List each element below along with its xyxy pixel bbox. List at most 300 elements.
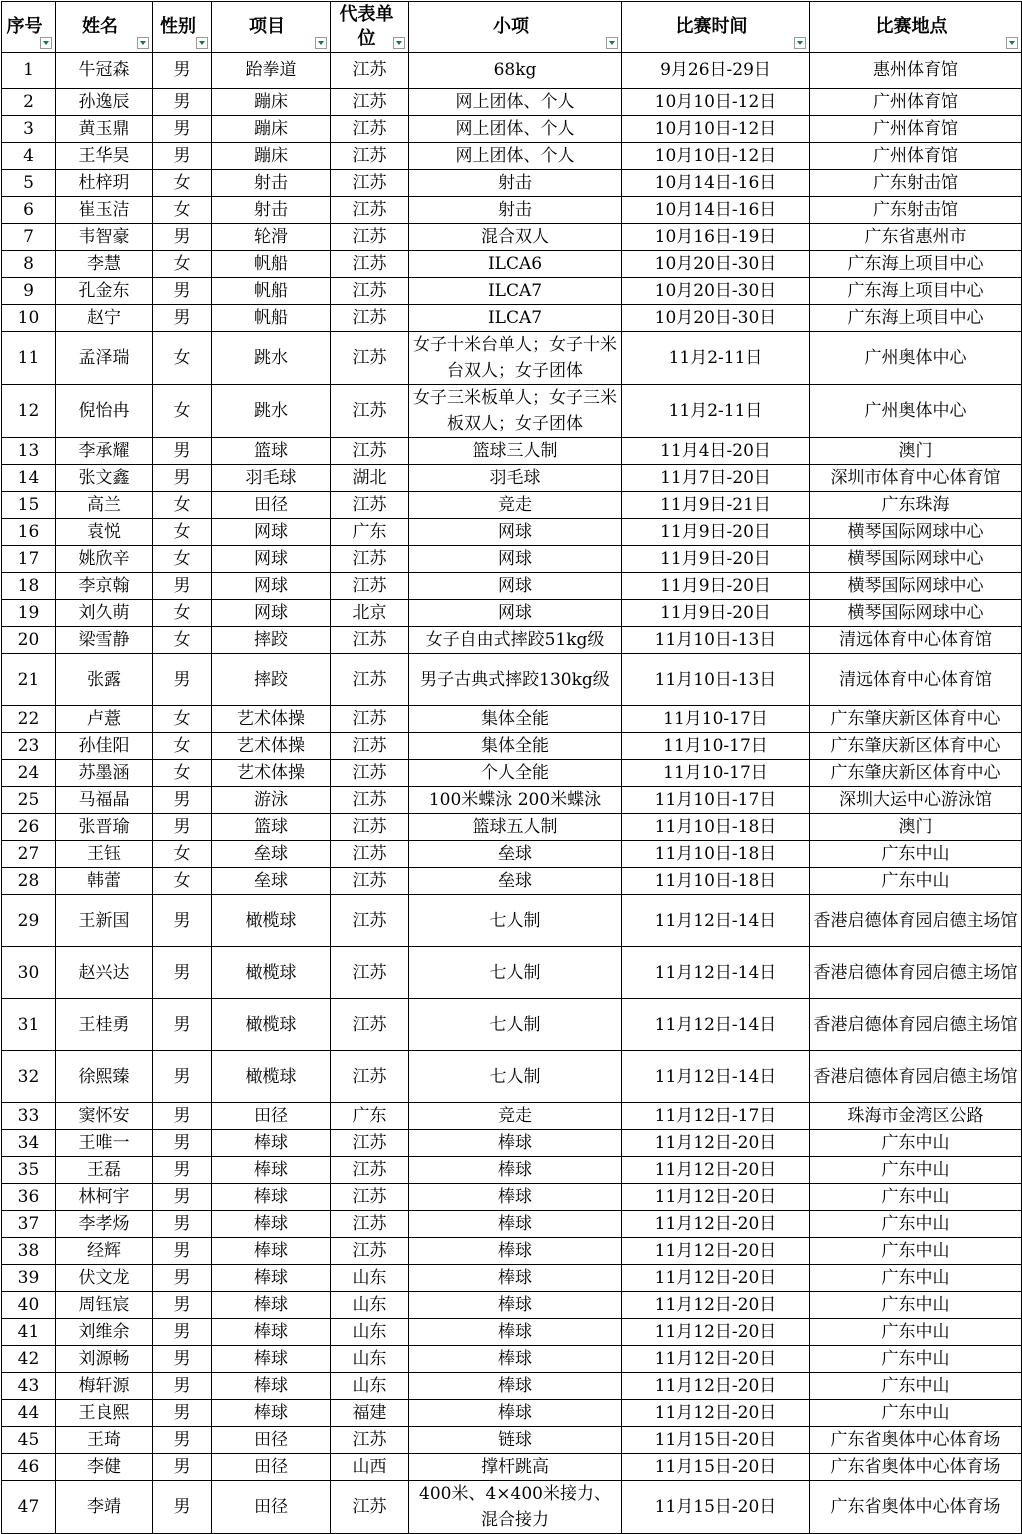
cell-event: 七人制 [409, 1051, 622, 1103]
cell-venue: 惠州体育馆 [810, 53, 1022, 89]
cell-unit: 江苏 [331, 895, 409, 947]
table-row[interactable] [2, 385, 1022, 438]
filter-dropdown-icon[interactable] [137, 37, 149, 49]
cell-sport: 蹦床 [212, 143, 331, 170]
cell-time: 11月10-17日 [622, 760, 810, 787]
cell-name: 苏墨涵 [56, 760, 153, 787]
cell-venue: 广东珠海 [810, 492, 1022, 519]
cell-gender: 女 [153, 251, 212, 278]
cell-gender: 男 [153, 654, 212, 706]
cell-no: 46 [2, 1454, 56, 1481]
cell-time: 11月12日-17日 [622, 1103, 810, 1130]
cell-venue: 横琴国际网球中心 [810, 600, 1022, 627]
cell-gender: 男 [153, 947, 212, 999]
cell-no: 12 [2, 385, 56, 438]
cell-time: 10月10日-12日 [622, 143, 810, 170]
table-row[interactable] [2, 600, 1022, 627]
cell-event: 个人全能 [409, 760, 622, 787]
cell-sport: 网球 [212, 519, 331, 546]
cell-sport: 橄榄球 [212, 999, 331, 1051]
cell-sport: 射击 [212, 197, 331, 224]
cell-no: 40 [2, 1292, 56, 1319]
cell-venue: 香港启德体育园启德主场馆 [810, 947, 1022, 999]
cell-gender: 女 [153, 385, 212, 438]
cell-time: 11月12日-20日 [622, 1184, 810, 1211]
table-row[interactable] [2, 465, 1022, 492]
cell-venue: 澳门 [810, 438, 1022, 465]
cell-no: 24 [2, 760, 56, 787]
table-row[interactable] [2, 1373, 1022, 1400]
cell-name: 卢薏 [56, 706, 153, 733]
cell-venue: 深圳市体育中心体育馆 [810, 465, 1022, 492]
cell-unit: 山东 [331, 1292, 409, 1319]
cell-time: 11月12日-20日 [622, 1346, 810, 1373]
cell-venue: 广州体育馆 [810, 143, 1022, 170]
cell-unit: 江苏 [331, 546, 409, 573]
cell-gender: 女 [153, 706, 212, 733]
cell-unit: 江苏 [331, 947, 409, 999]
table-row[interactable] [2, 546, 1022, 573]
table-row[interactable] [2, 999, 1022, 1051]
cell-gender: 男 [153, 465, 212, 492]
cell-no: 26 [2, 814, 56, 841]
table-row[interactable] [2, 1346, 1022, 1373]
cell-sport: 棒球 [212, 1184, 331, 1211]
cell-event: 链球 [409, 1427, 622, 1454]
cell-no: 8 [2, 251, 56, 278]
cell-no: 21 [2, 654, 56, 706]
cell-time: 11月15日-20日 [622, 1427, 810, 1454]
cell-name: 窦怀安 [56, 1103, 153, 1130]
cell-unit: 江苏 [331, 733, 409, 760]
cell-unit: 江苏 [331, 116, 409, 143]
table-row[interactable] [2, 1400, 1022, 1427]
cell-gender: 男 [153, 89, 212, 116]
cell-sport: 摔跤 [212, 627, 331, 654]
cell-gender: 男 [153, 1211, 212, 1238]
cell-name: 王华昊 [56, 143, 153, 170]
cell-unit: 江苏 [331, 1238, 409, 1265]
cell-event: 羽毛球 [409, 465, 622, 492]
cell-event: 竞走 [409, 1103, 622, 1130]
cell-event: 棒球 [409, 1400, 622, 1427]
cell-sport: 蹦床 [212, 116, 331, 143]
cell-gender: 男 [153, 1157, 212, 1184]
table-row[interactable] [2, 251, 1022, 278]
cell-sport: 棒球 [212, 1373, 331, 1400]
cell-event: 68kg [409, 53, 622, 89]
cell-event: 七人制 [409, 999, 622, 1051]
table-row[interactable] [2, 787, 1022, 814]
cell-time: 10月10日-12日 [622, 116, 810, 143]
cell-name: 高兰 [56, 492, 153, 519]
cell-venue: 广州体育馆 [810, 116, 1022, 143]
cell-time: 11月10-17日 [622, 733, 810, 760]
cell-venue: 广东中山 [810, 1130, 1022, 1157]
cell-sport: 帆船 [212, 278, 331, 305]
table-row[interactable] [2, 947, 1022, 999]
cell-venue: 广东海上项目中心 [810, 305, 1022, 332]
cell-no: 39 [2, 1265, 56, 1292]
cell-venue: 广东中山 [810, 841, 1022, 868]
cell-no: 35 [2, 1157, 56, 1184]
col-header-no: 序号 [2, 2, 56, 53]
cell-no: 4 [2, 143, 56, 170]
cell-name: 李京翰 [56, 573, 153, 600]
cell-venue: 广州奥体中心 [810, 332, 1022, 385]
cell-gender: 男 [153, 895, 212, 947]
col-header-gender: 性别 [153, 2, 212, 53]
cell-time: 11月9日-21日 [622, 492, 810, 519]
athlete-schedule-table [1, 1, 1022, 1534]
cell-sport: 田径 [212, 492, 331, 519]
cell-venue: 横琴国际网球中心 [810, 519, 1022, 546]
filter-dropdown-icon[interactable] [315, 37, 327, 49]
cell-sport: 艺术体操 [212, 760, 331, 787]
cell-gender: 男 [153, 143, 212, 170]
table-row[interactable] [2, 1427, 1022, 1454]
cell-venue: 广东海上项目中心 [810, 278, 1022, 305]
cell-no: 41 [2, 1319, 56, 1346]
table-row[interactable] [2, 1211, 1022, 1238]
cell-time: 11月12日-20日 [622, 1292, 810, 1319]
cell-event: 棒球 [409, 1238, 622, 1265]
cell-sport: 橄榄球 [212, 947, 331, 999]
cell-venue: 广东省惠州市 [810, 224, 1022, 251]
filter-dropdown-icon[interactable] [40, 37, 52, 49]
cell-venue: 广东省奥体中心体育场 [810, 1427, 1022, 1454]
cell-no: 16 [2, 519, 56, 546]
cell-event: 撑杆跳高 [409, 1454, 622, 1481]
cell-time: 11月10日-13日 [622, 627, 810, 654]
cell-time: 11月10-17日 [622, 706, 810, 733]
cell-gender: 男 [153, 1346, 212, 1373]
cell-no: 5 [2, 170, 56, 197]
cell-no: 37 [2, 1211, 56, 1238]
table-row[interactable] [2, 305, 1022, 332]
cell-sport: 橄榄球 [212, 1051, 331, 1103]
cell-sport: 羽毛球 [212, 465, 331, 492]
table-row[interactable] [2, 895, 1022, 947]
table-row[interactable] [2, 733, 1022, 760]
cell-no: 11 [2, 332, 56, 385]
cell-unit: 江苏 [331, 1157, 409, 1184]
cell-gender: 男 [153, 1238, 212, 1265]
filter-dropdown-icon[interactable] [196, 37, 208, 49]
cell-gender: 男 [153, 116, 212, 143]
table-row[interactable] [2, 1265, 1022, 1292]
cell-unit: 江苏 [331, 999, 409, 1051]
cell-gender: 女 [153, 868, 212, 895]
table-row[interactable] [2, 1292, 1022, 1319]
cell-venue: 广东海上项目中心 [810, 251, 1022, 278]
cell-gender: 女 [153, 492, 212, 519]
cell-unit: 北京 [331, 600, 409, 627]
cell-sport: 橄榄球 [212, 895, 331, 947]
cell-no: 10 [2, 305, 56, 332]
cell-venue: 广东射击馆 [810, 197, 1022, 224]
cell-sport: 棒球 [212, 1292, 331, 1319]
table-row[interactable] [2, 627, 1022, 654]
table-row[interactable] [2, 1319, 1022, 1346]
cell-name: 李健 [56, 1454, 153, 1481]
table-row[interactable] [2, 143, 1022, 170]
cell-no: 13 [2, 438, 56, 465]
cell-name: 牛冠森 [56, 53, 153, 89]
cell-unit: 山西 [331, 1454, 409, 1481]
cell-unit: 江苏 [331, 224, 409, 251]
cell-sport: 棒球 [212, 1211, 331, 1238]
table-row[interactable] [2, 1184, 1022, 1211]
cell-gender: 男 [153, 573, 212, 600]
cell-unit: 山东 [331, 1319, 409, 1346]
cell-gender: 男 [153, 1319, 212, 1346]
cell-time: 11月2-11日 [622, 385, 810, 438]
cell-sport: 艺术体操 [212, 733, 331, 760]
cell-name: 孔金东 [56, 278, 153, 305]
cell-event: 篮球三人制 [409, 438, 622, 465]
table-row[interactable] [2, 197, 1022, 224]
filter-dropdown-icon[interactable] [794, 37, 806, 49]
cell-name: 梅轩源 [56, 1373, 153, 1400]
cell-no: 33 [2, 1103, 56, 1130]
cell-unit: 江苏 [331, 1130, 409, 1157]
cell-name: 黄玉鼎 [56, 116, 153, 143]
cell-unit: 江苏 [331, 573, 409, 600]
table-row[interactable] [2, 573, 1022, 600]
cell-sport: 棒球 [212, 1346, 331, 1373]
cell-gender: 男 [153, 999, 212, 1051]
cell-sport: 棒球 [212, 1130, 331, 1157]
cell-unit: 江苏 [331, 1184, 409, 1211]
table-row[interactable] [2, 1103, 1022, 1130]
cell-no: 22 [2, 706, 56, 733]
cell-time: 11月4日-20日 [622, 438, 810, 465]
cell-time: 11月10日-17日 [622, 787, 810, 814]
cell-name: 赵宁 [56, 305, 153, 332]
table-row[interactable] [2, 868, 1022, 895]
cell-unit: 江苏 [331, 197, 409, 224]
cell-event: 网球 [409, 519, 622, 546]
cell-gender: 男 [153, 224, 212, 251]
cell-gender: 女 [153, 332, 212, 385]
cell-unit: 江苏 [331, 438, 409, 465]
cell-unit: 江苏 [331, 332, 409, 385]
cell-time: 11月9日-20日 [622, 546, 810, 573]
cell-no: 14 [2, 465, 56, 492]
cell-gender: 男 [153, 1184, 212, 1211]
cell-venue: 横琴国际网球中心 [810, 546, 1022, 573]
cell-unit: 江苏 [331, 278, 409, 305]
cell-event: 垒球 [409, 868, 622, 895]
cell-gender: 女 [153, 170, 212, 197]
cell-no: 3 [2, 116, 56, 143]
cell-name: 刘源畅 [56, 1346, 153, 1373]
cell-unit: 山东 [331, 1346, 409, 1373]
cell-gender: 男 [153, 814, 212, 841]
cell-name: 王钰 [56, 841, 153, 868]
table-row[interactable] [2, 814, 1022, 841]
cell-unit: 湖北 [331, 465, 409, 492]
table-row[interactable] [2, 1130, 1022, 1157]
cell-unit: 江苏 [331, 89, 409, 116]
table-row[interactable] [2, 1481, 1022, 1534]
table-row[interactable] [2, 224, 1022, 251]
filter-dropdown-icon[interactable] [393, 37, 405, 49]
cell-sport: 跳水 [212, 385, 331, 438]
cell-name: 梁雪静 [56, 627, 153, 654]
cell-time: 11月10日-13日 [622, 654, 810, 706]
cell-venue: 广东中山 [810, 868, 1022, 895]
cell-unit: 江苏 [331, 760, 409, 787]
cell-time: 11月7日-20日 [622, 465, 810, 492]
table-row[interactable] [2, 654, 1022, 706]
cell-time: 11月9日-20日 [622, 519, 810, 546]
cell-sport: 棒球 [212, 1265, 331, 1292]
cell-event: 棒球 [409, 1130, 622, 1157]
table-row[interactable] [2, 116, 1022, 143]
cell-no: 43 [2, 1373, 56, 1400]
table-row[interactable] [2, 1454, 1022, 1481]
cell-no: 15 [2, 492, 56, 519]
cell-time: 10月20日-30日 [622, 251, 810, 278]
cell-venue: 广东中山 [810, 1265, 1022, 1292]
cell-name: 李承耀 [56, 438, 153, 465]
table-row[interactable] [2, 706, 1022, 733]
cell-event: 女子自由式摔跤51kg级 [409, 627, 622, 654]
table-row[interactable] [2, 170, 1022, 197]
cell-event: 竞走 [409, 492, 622, 519]
header-row [2, 2, 1022, 53]
cell-name: 李孝炀 [56, 1211, 153, 1238]
cell-unit: 广东 [331, 519, 409, 546]
table-row[interactable] [2, 332, 1022, 385]
cell-sport: 摔跤 [212, 654, 331, 706]
cell-venue: 广东中山 [810, 1400, 1022, 1427]
cell-sport: 网球 [212, 546, 331, 573]
cell-name: 姚欣辛 [56, 546, 153, 573]
cell-name: 韦智豪 [56, 224, 153, 251]
table-row[interactable] [2, 438, 1022, 465]
cell-gender: 女 [153, 519, 212, 546]
cell-time: 10月20日-30日 [622, 305, 810, 332]
cell-gender: 男 [153, 1481, 212, 1534]
table-row[interactable] [2, 53, 1022, 89]
cell-venue: 广东省奥体中心体育场 [810, 1481, 1022, 1534]
cell-sport: 田径 [212, 1454, 331, 1481]
cell-unit: 江苏 [331, 305, 409, 332]
cell-venue: 清远体育中心体育馆 [810, 654, 1022, 706]
cell-event: 网上团体、个人 [409, 116, 622, 143]
cell-event: 集体全能 [409, 706, 622, 733]
cell-venue: 广东中山 [810, 1157, 1022, 1184]
cell-gender: 男 [153, 1427, 212, 1454]
cell-unit: 江苏 [331, 706, 409, 733]
cell-event: 100米蝶泳 200米蝶泳 [409, 787, 622, 814]
cell-venue: 清远体育中心体育馆 [810, 627, 1022, 654]
cell-event: 棒球 [409, 1184, 622, 1211]
cell-time: 10月14日-16日 [622, 170, 810, 197]
cell-venue: 广州体育馆 [810, 89, 1022, 116]
cell-name: 王新国 [56, 895, 153, 947]
table-row[interactable] [2, 89, 1022, 116]
table-row[interactable] [2, 519, 1022, 546]
cell-sport: 棒球 [212, 1157, 331, 1184]
cell-no: 45 [2, 1427, 56, 1454]
filter-dropdown-icon[interactable] [1006, 37, 1018, 49]
table-row[interactable] [2, 492, 1022, 519]
cell-name: 韩蕾 [56, 868, 153, 895]
cell-event: 垒球 [409, 841, 622, 868]
cell-sport: 棒球 [212, 1238, 331, 1265]
cell-sport: 帆船 [212, 305, 331, 332]
cell-event: ILCA7 [409, 278, 622, 305]
cell-gender: 男 [153, 53, 212, 89]
cell-event: 网上团体、个人 [409, 143, 622, 170]
cell-event: ILCA7 [409, 305, 622, 332]
cell-time: 11月12日-20日 [622, 1400, 810, 1427]
cell-name: 伏文龙 [56, 1265, 153, 1292]
cell-time: 11月12日-20日 [622, 1130, 810, 1157]
cell-name: 徐熙臻 [56, 1051, 153, 1103]
cell-no: 32 [2, 1051, 56, 1103]
table-row[interactable] [2, 1238, 1022, 1265]
cell-no: 2 [2, 89, 56, 116]
table-row[interactable] [2, 1051, 1022, 1103]
table-row[interactable] [2, 760, 1022, 787]
cell-sport: 跳水 [212, 332, 331, 385]
cell-event: 射击 [409, 170, 622, 197]
cell-time: 11月2-11日 [622, 332, 810, 385]
cell-name: 孙逸辰 [56, 89, 153, 116]
table-row[interactable] [2, 1157, 1022, 1184]
cell-event: 篮球五人制 [409, 814, 622, 841]
cell-gender: 男 [153, 1051, 212, 1103]
cell-event: 棒球 [409, 1373, 622, 1400]
cell-venue: 广东省奥体中心体育场 [810, 1454, 1022, 1481]
cell-time: 10月20日-30日 [622, 278, 810, 305]
cell-gender: 男 [153, 1454, 212, 1481]
cell-venue: 广东中山 [810, 1184, 1022, 1211]
cell-event: 棒球 [409, 1319, 622, 1346]
cell-sport: 游泳 [212, 787, 331, 814]
cell-name: 李慧 [56, 251, 153, 278]
filter-dropdown-icon[interactable] [606, 37, 618, 49]
cell-unit: 江苏 [331, 492, 409, 519]
cell-sport: 垒球 [212, 841, 331, 868]
cell-name: 王琦 [56, 1427, 153, 1454]
col-header-time: 比赛时间 [622, 2, 810, 53]
cell-event: 混合双人 [409, 224, 622, 251]
cell-unit: 山东 [331, 1265, 409, 1292]
cell-name: 经辉 [56, 1238, 153, 1265]
col-header-name: 姓名 [56, 2, 153, 53]
cell-sport: 跆拳道 [212, 53, 331, 89]
table-row[interactable] [2, 841, 1022, 868]
table-row[interactable] [2, 278, 1022, 305]
cell-name: 崔玉洁 [56, 197, 153, 224]
cell-time: 11月15日-20日 [622, 1454, 810, 1481]
cell-sport: 田径 [212, 1481, 331, 1534]
cell-no: 23 [2, 733, 56, 760]
cell-sport: 蹦床 [212, 89, 331, 116]
cell-name: 张文鑫 [56, 465, 153, 492]
cell-gender: 女 [153, 841, 212, 868]
cell-no: 30 [2, 947, 56, 999]
cell-time: 11月12日-14日 [622, 895, 810, 947]
cell-sport: 帆船 [212, 251, 331, 278]
cell-no: 19 [2, 600, 56, 627]
